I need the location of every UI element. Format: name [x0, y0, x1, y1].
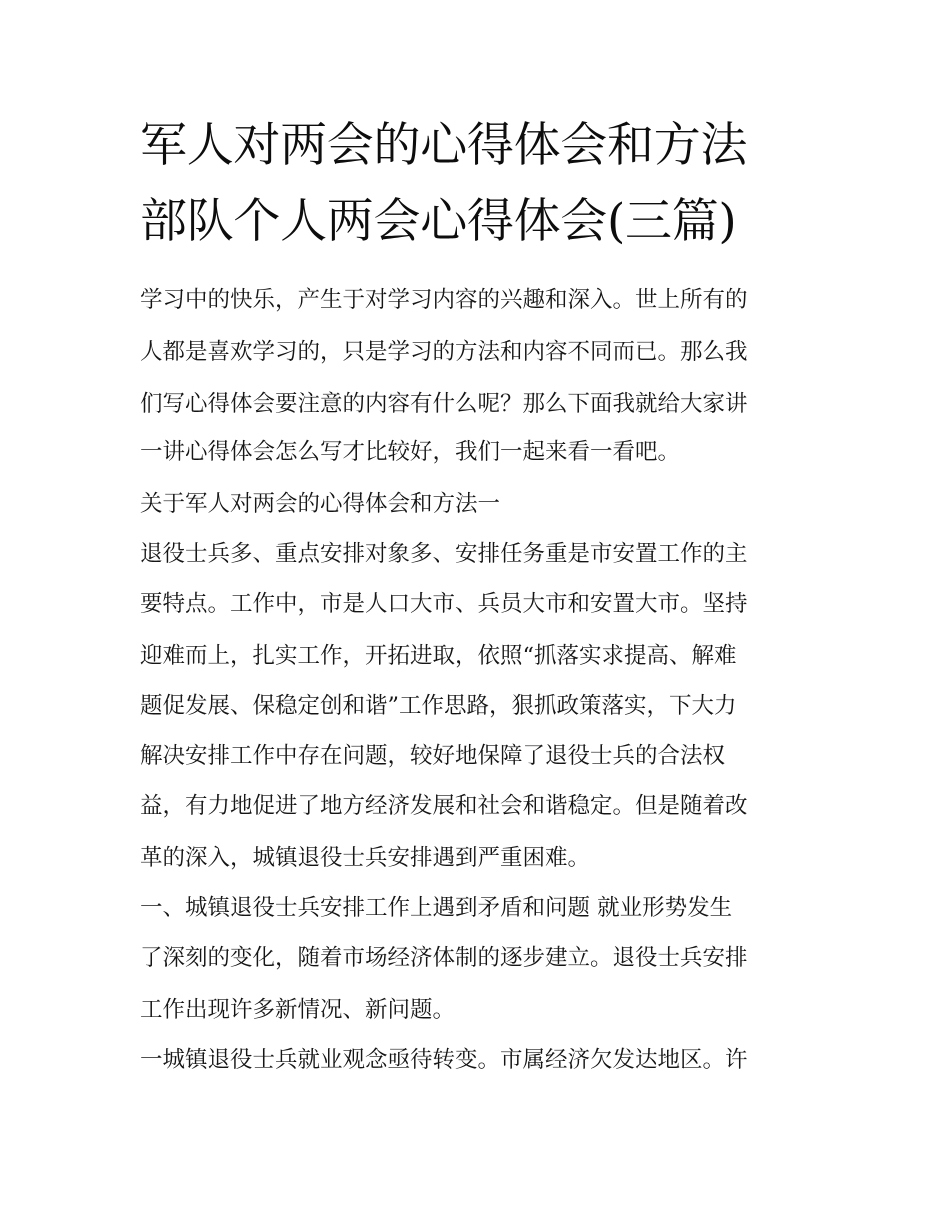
body-line: 们写心得体会要注意的内容有什么呢？那么下面我就给大家讲 — [140, 391, 748, 417]
body-line: 益，有力地促进了地方经济发展和社会和谐稳定。但是随着改 — [140, 793, 748, 819]
body-line: 工作出现许多新情况、新问题。 — [140, 997, 456, 1023]
body-line: 了深刻的变化，随着市场经济体制的逐步建立。退役士兵安排 — [140, 945, 748, 971]
body-line: 题促发展、保稳定创和谐”工作思路，狠抓政策落实，下大力 — [140, 693, 737, 719]
body-line: 要特点。工作中，市是人口大市、兵员大市和安置大市。坚持 — [140, 591, 748, 617]
body-line: 解决安排工作中存在问题，较好地保障了退役士兵的合法权 — [140, 743, 726, 769]
body-line: 人都是喜欢学习的，只是学习的方法和内容不同而已。那么我 — [140, 339, 748, 365]
body-line: 革的深入，城镇退役士兵安排遇到严重困难。 — [140, 845, 591, 871]
document-title-line-2: 部队个人两会心得体会(三篇) — [140, 194, 737, 249]
body-line: 一城镇退役士兵就业观念亟待转变。市属经济欠发达地区。许 — [140, 1047, 748, 1073]
section-heading: 关于军人对两会的心得体会和方法一 — [140, 491, 501, 517]
body-line: 学习中的快乐，产生于对学习内容的兴趣和深入。世上所有的 — [140, 287, 748, 313]
document-title-line-1: 军人对两会的心得体会和方法 — [140, 118, 748, 173]
body-line: 退役士兵多、重点安排对象多、安排任务重是市安置工作的主 — [140, 541, 748, 567]
body-line: 一讲心得体会怎么写才比较好，我们一起来看一看吧。 — [140, 439, 681, 465]
body-line: 迎难而上，扎实工作，开拓进取，依照“抓落实求提高、解难 — [140, 643, 737, 669]
body-line: 一、城镇退役士兵安排工作上遇到矛盾和问题 就业形势发生 — [140, 895, 733, 921]
